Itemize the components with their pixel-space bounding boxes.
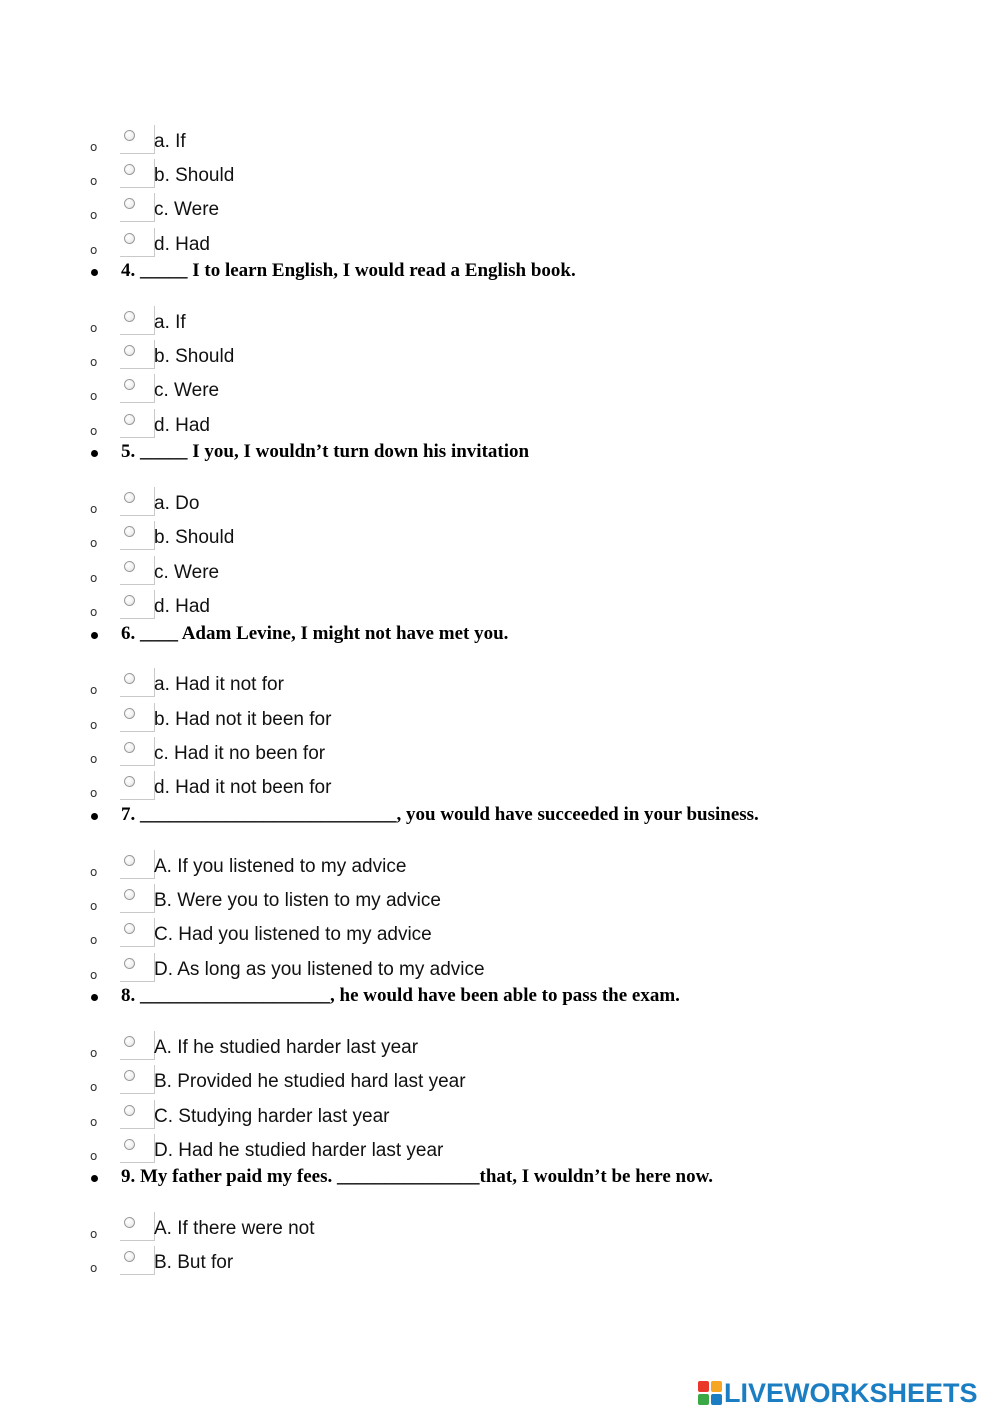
sub-bullet-icon: o — [90, 174, 98, 188]
sub-bullet-icon: o — [90, 1115, 98, 1129]
option-row — [0, 1065, 1000, 1099]
radio-icon[interactable] — [124, 164, 135, 175]
sub-bullet-icon: o — [90, 752, 98, 766]
option-label: a. Had it not for — [154, 674, 284, 695]
liveworksheets-logo — [698, 1378, 978, 1408]
question-8 — [0, 985, 1000, 1011]
question-text: 9. My father paid my fees. _______________that, I wouldn’t be here now. — [121, 1166, 713, 1187]
option-label: b. Had not it been for — [154, 709, 332, 730]
radio-icon[interactable] — [124, 492, 135, 503]
bullet-icon — [91, 632, 98, 639]
sub-bullet-icon: o — [90, 243, 98, 257]
question-text: 4. _____ I to learn English, I would read a English book. — [121, 260, 576, 281]
radio-icon[interactable] — [124, 379, 135, 390]
option-label: c. Were — [154, 380, 220, 401]
option-row — [0, 953, 1000, 987]
option-label: A. If he studied harder last year — [154, 1037, 419, 1058]
option-row — [0, 918, 1000, 952]
option-label: A. If you listened to my advice — [154, 856, 407, 877]
bullet-icon — [91, 450, 98, 457]
sub-bullet-icon: o — [90, 208, 98, 222]
option-row — [0, 521, 1000, 555]
logo-mark-icon — [698, 1381, 722, 1405]
option-row — [0, 668, 1000, 702]
radio-icon[interactable] — [124, 414, 135, 425]
option-label: A. If there were not — [154, 1218, 315, 1239]
bullet-icon — [91, 994, 98, 1001]
option-row — [0, 228, 1000, 262]
sub-bullet-icon: o — [90, 968, 98, 982]
option-row — [0, 590, 1000, 624]
radio-icon[interactable] — [124, 130, 135, 141]
radio-icon[interactable] — [124, 595, 135, 606]
sub-bullet-icon: o — [90, 389, 98, 403]
option-row — [0, 884, 1000, 918]
option-label: C. Studying harder last year — [154, 1106, 390, 1127]
bullet-icon — [91, 1175, 98, 1182]
question-7 — [0, 804, 1000, 830]
option-label: D. Had he studied harder last year — [154, 1140, 444, 1161]
option-label: c. Had it no been for — [154, 743, 326, 764]
radio-icon[interactable] — [124, 1217, 135, 1228]
sub-bullet-icon: o — [90, 321, 98, 335]
sub-bullet-icon: o — [90, 536, 98, 550]
option-label: b. Should — [154, 527, 235, 548]
sub-bullet-icon: o — [90, 424, 98, 438]
radio-icon[interactable] — [124, 708, 135, 719]
option-label: c. Were — [154, 562, 220, 583]
radio-icon[interactable] — [124, 742, 135, 753]
question-5 — [0, 441, 1000, 467]
option-row — [0, 193, 1000, 227]
radio-icon[interactable] — [124, 561, 135, 572]
sub-bullet-icon: o — [90, 786, 98, 800]
option-label: B. But for — [154, 1252, 234, 1273]
question-4 — [0, 260, 1000, 286]
radio-icon[interactable] — [124, 311, 135, 322]
option-label: a. If — [154, 312, 186, 333]
radio-icon[interactable] — [124, 233, 135, 244]
option-label: C. Had you listened to my advice — [154, 924, 432, 945]
option-row — [0, 1100, 1000, 1134]
option-label: a. Do — [154, 493, 200, 514]
radio-icon[interactable] — [124, 1105, 135, 1116]
option-row — [0, 556, 1000, 590]
sub-bullet-icon: o — [90, 899, 98, 913]
sub-bullet-icon: o — [90, 683, 98, 697]
option-label: d. Had — [154, 234, 210, 255]
option-row — [0, 1246, 1000, 1280]
option-row — [0, 125, 1000, 159]
option-row — [0, 159, 1000, 193]
sub-bullet-icon: o — [90, 571, 98, 585]
radio-icon[interactable] — [124, 1036, 135, 1047]
sub-bullet-icon: o — [90, 140, 98, 154]
sub-bullet-icon: o — [90, 1149, 98, 1163]
question-text: 7. ___________________________, you would have succeeded in your business. — [121, 804, 759, 825]
sub-bullet-icon: o — [90, 1080, 98, 1094]
radio-icon[interactable] — [124, 673, 135, 684]
option-label: b. Should — [154, 346, 235, 367]
question-text: 6. ____ Adam Levine, I might not have met you. — [121, 623, 509, 644]
sub-bullet-icon: o — [90, 1261, 98, 1275]
sub-bullet-icon: o — [90, 605, 98, 619]
option-row — [0, 1134, 1000, 1168]
option-label: a. If — [154, 131, 186, 152]
option-row — [0, 340, 1000, 374]
option-label: c. Were — [154, 199, 220, 220]
radio-icon[interactable] — [124, 889, 135, 900]
option-row — [0, 737, 1000, 771]
radio-icon[interactable] — [124, 776, 135, 787]
sub-bullet-icon: o — [90, 502, 98, 516]
option-label: d. Had — [154, 415, 210, 436]
option-label: D. As long as you listened to my advice — [154, 959, 485, 980]
option-label: d. Had — [154, 596, 210, 617]
sub-bullet-icon: o — [90, 1227, 98, 1241]
option-row — [0, 409, 1000, 443]
radio-icon[interactable] — [124, 855, 135, 866]
bullet-icon — [91, 269, 98, 276]
option-row — [0, 487, 1000, 521]
option-row — [0, 374, 1000, 408]
sub-bullet-icon: o — [90, 1046, 98, 1060]
option-row — [0, 1031, 1000, 1065]
question-9 — [0, 1166, 1000, 1192]
radio-icon[interactable] — [124, 526, 135, 537]
option-row — [0, 771, 1000, 805]
radio-icon[interactable] — [124, 1251, 135, 1262]
sub-bullet-icon: o — [90, 933, 98, 947]
radio-icon[interactable] — [124, 923, 135, 934]
bullet-icon — [91, 813, 98, 820]
option-label: d. Had it not been for — [154, 777, 332, 798]
option-row — [0, 1212, 1000, 1246]
question-text: 8. ____________________, he would have been able to pass the exam. — [121, 985, 680, 1006]
option-label: B. Were you to listen to my advice — [154, 890, 441, 911]
sub-bullet-icon: o — [90, 865, 98, 879]
question-6 — [0, 623, 1000, 649]
sub-bullet-icon: o — [90, 355, 98, 369]
option-row — [0, 703, 1000, 737]
radio-icon[interactable] — [124, 958, 135, 969]
option-row — [0, 306, 1000, 340]
option-row — [0, 850, 1000, 884]
radio-icon[interactable] — [124, 1070, 135, 1081]
brand-name: LIVEWORKSHEETS — [724, 1377, 978, 1408]
radio-icon[interactable] — [124, 198, 135, 209]
option-label: B. Provided he studied hard last year — [154, 1071, 466, 1092]
sub-bullet-icon: o — [90, 718, 98, 732]
question-text: 5. _____ I you, I wouldn’t turn down his invitation — [121, 441, 530, 462]
radio-icon[interactable] — [124, 1139, 135, 1150]
radio-icon[interactable] — [124, 345, 135, 356]
option-label: b. Should — [154, 165, 235, 186]
